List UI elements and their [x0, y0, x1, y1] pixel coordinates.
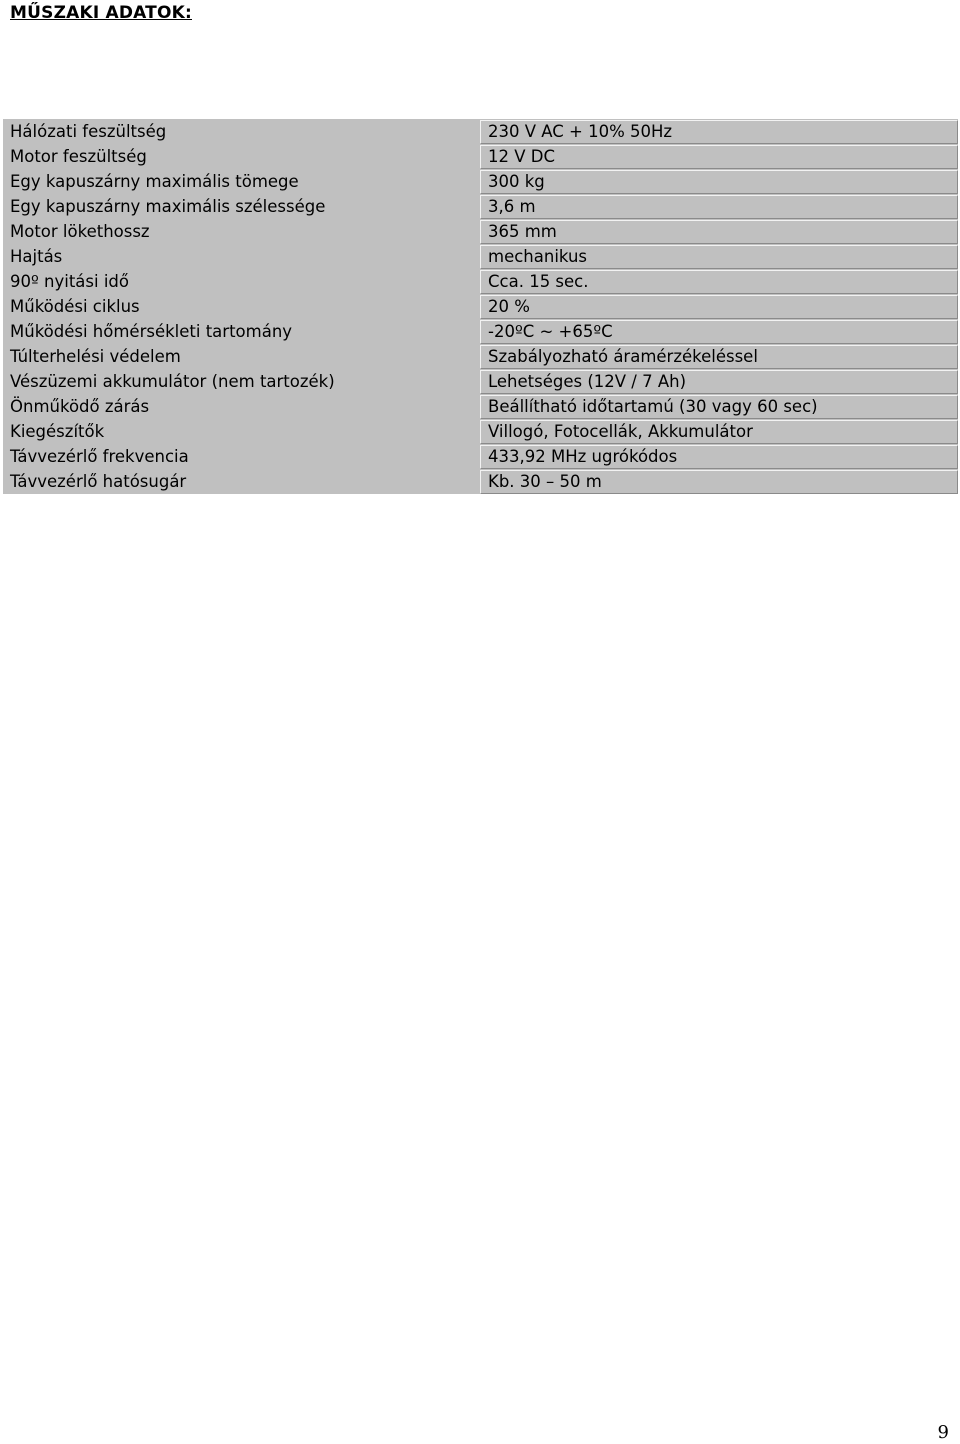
spec-value: -20ºC ~ +65ºC [480, 320, 958, 344]
spec-row [3, 344, 958, 369]
spec-value: 230 V AC + 10% 50Hz [480, 120, 958, 144]
spec-value: Cca. 15 sec. [480, 270, 958, 294]
spec-row [3, 244, 958, 269]
spec-row [3, 219, 958, 244]
spec-value: 365 mm [480, 220, 958, 244]
document-title: MŰSZAKI ADATOK: [10, 3, 192, 23]
spec-label: Motor feszültség [10, 147, 147, 166]
spec-row [3, 369, 958, 394]
spec-value: mechanikus [480, 245, 958, 269]
spec-row [3, 269, 958, 294]
spec-row [3, 194, 958, 219]
spec-label: Hálózati feszültség [10, 122, 167, 141]
spec-value: Lehetséges (12V / 7 Ah) [480, 370, 958, 394]
spec-value: 20 % [480, 295, 958, 319]
spec-label: Vészüzemi akkumulátor (nem tartozék) [10, 372, 335, 391]
spec-label: Motor lökethossz [10, 222, 150, 241]
spec-row [3, 319, 958, 344]
spec-row [3, 169, 958, 194]
page-number: 9 [937, 1422, 949, 1443]
spec-value: 3,6 m [480, 195, 958, 219]
spec-label: Kiegészítők [10, 422, 105, 441]
spec-label: Egy kapuszárny maximális tömege [10, 172, 299, 191]
spec-value: Kb. 30 – 50 m [480, 470, 958, 494]
spec-row [3, 294, 958, 319]
spec-label: Hajtás [10, 247, 63, 266]
spec-value: Villogó, Fotocellák, Akkumulátor [480, 420, 958, 444]
spec-row [3, 394, 958, 419]
spec-label: Önműködő zárás [10, 397, 150, 416]
spec-row [3, 419, 958, 444]
spec-row [3, 119, 958, 144]
spec-label: Egy kapuszárny maximális szélessége [10, 197, 326, 216]
spec-label: Távvezérlő hatósugár [10, 472, 187, 491]
spec-row [3, 444, 958, 469]
spec-table [3, 119, 958, 494]
spec-value: 12 V DC [480, 145, 958, 169]
spec-label: Távvezérlő frekvencia [10, 447, 189, 466]
spec-label: Működési hőmérsékleti tartomány [10, 322, 293, 341]
spec-value: Szabályozható áramérzékeléssel [480, 345, 958, 369]
spec-label: 90º nyitási idő [10, 272, 129, 291]
spec-row [3, 469, 958, 494]
spec-value: 300 kg [480, 170, 958, 194]
spec-label: Működési ciklus [10, 297, 140, 316]
spec-row [3, 144, 958, 169]
spec-value: Beállítható időtartamú (30 vagy 60 sec) [480, 395, 958, 419]
spec-value: 433,92 MHz ugrókódos [480, 445, 958, 469]
spec-label: Túlterhelési védelem [10, 347, 181, 366]
